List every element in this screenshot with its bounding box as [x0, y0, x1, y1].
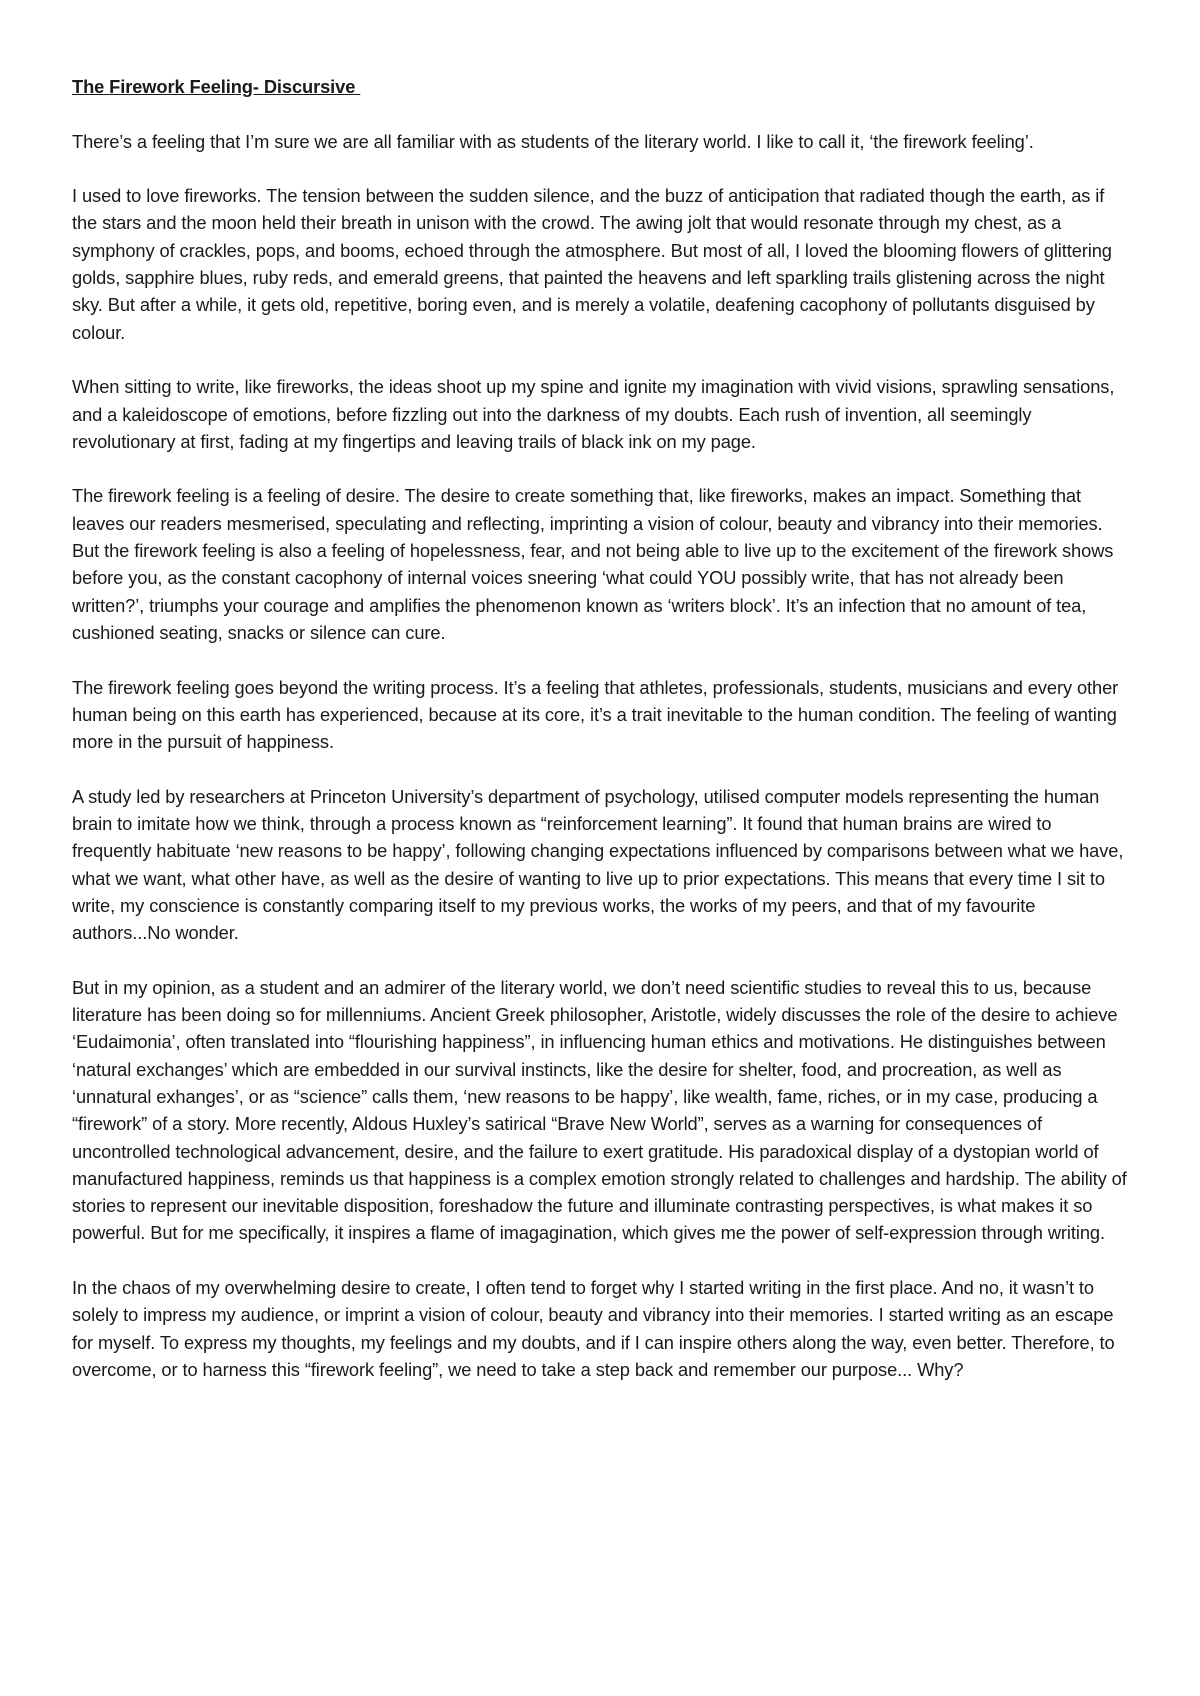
paragraph-writing: When sitting to write, like fireworks, the ideas shoot up my spine and ignite my imagination with vivid visions, sprawling sensations, and a kaleidoscope of emotions, before fizzling out into the darkness of my doubts. Each rush of invention, all seemingly revolutionary at first, fading at my fingertips and leaving trails of black ink on my page. [72, 376, 1115, 452]
paragraph-fireworks: I used to love fireworks. The tension between the sudden silence, and the buzz of anticipation that radiated though the earth, as if the stars and the moon held their breath in unison with the crowd. The awing jolt that would resonate through my chest, as a symphony of crackles, pops, and booms, echoed through the atmosphere. But most of all, I loved the blooming flowers of glittering golds, sapphire blues, ruby reds, and emerald greens, that painted the heavens and left sparkling trails glistening across the night sky. But after a while, it gets old, repetitive, boring even, and is merely a volatile, deafening cacophony of pollutants disguised by colour. [72, 185, 1112, 343]
paragraph-human-condition: The firework feeling goes beyond the writing process. It’s a feeling that athletes, professionals, students, musicians and every other human being on this earth has experienced, because at its core, it’s a trait inevitable to the human condition. The feeling of wanting more in the pursuit of happiness. [72, 676, 1119, 753]
paragraph-study: A study led by researchers at Princeton University’s department of psychology, utilised computer models representing the human brain to imitate how we think, through a process known as “reinforcement learning”. It found that human brains are wired to frequently habituate ‘new reasons to be happy’, following changing expectations influenced by comparisons between what we have, what we want, what other have, as well as the desire of wanting to live up to prior expectations. This means that every time I sit to write, my conscience is constantly comparing itself to my previous works, the works of my peers, and that of my favourite authors...No wonder. [72, 785, 1124, 944]
paragraph-conclusion: In the chaos of my overwhelming desire to create, I often tend to forget why I started writing in the first place. And no, it wasn’t to solely to impress my audience, or imprint a vision of colour, beauty and vibrancy into their memories. I started writing as an escape for myself. To express my thoughts, my feelings and my doubts, and if I can inspire others along the way, even better. Therefore, to overcome, or to harness this “firework feeling”, we need to take a step back and remember our purpose... Why? [72, 1277, 1115, 1380]
paragraph-intro: There’s a feeling that I’m sure we are all familiar with as students of the literary world. I like to call it, ‘the firework feeling’. [72, 130, 1034, 152]
paragraph-literature: But in my opinion, as a student and an admirer of the literary world, we don’t need scientific studies to reveal this to us, because literature has been doing so for millenniums. Ancient Greek philosopher, Aristotle, widely discusses the role of the desire to achieve ‘Eudaimonia’, often translated into “flourishing happiness”, in influencing human ethics and motivations. He distinguishes between ‘natural exchanges’ which are embedded in our survival instincts, like the desire for shelter, food, and procreation, as well as ‘unnatural exhanges’, or as “science” calls them, ‘new reasons to be happy’, like wealth, fame, riches, or in my case, producing a “firework” of a story. More recently, Aldous Huxley’s satirical “Brave New World”, serves as a warning for consequences of uncontrolled technological advancement, desire, and the failure to exert gratitude. His paradoxical display of a dystopian world of manufactured happiness, reminds us that happiness is a complex emotion strongly related to challenges and hardship. The ability of stories to represent our inevitable disposition, foreshadow the future and illuminate contrasting perspectives, is what makes it so powerful. But for me specifically, it inspires a flame of imagagination, which gives me the power of self-expression through writing. [72, 976, 1127, 1244]
paragraph-desire: The firework feeling is a feeling of desire. The desire to create something that, like fireworks, makes an impact. Something that leaves our readers mesmerised, speculating and reflecting, imprinting a vision of colour, beauty and vibrancy into their memories. But the firework feeling is also a feeling of hopelessness, fear, and not being able to live up to the excitement of the firework shows before you, as the constant cacophony of internal voices sneering ‘what could YOU possibly write, that has not already been written?’, triumphs your courage and amplifies the phenomenon known as ‘writers block’. It’s an infection that no amount of tea, cushioned seating, snacks or silence can cure. [72, 485, 1114, 643]
document-title: The Firework Feeling- Discursive [72, 76, 361, 97]
document-page [72, 73, 1132, 1411]
